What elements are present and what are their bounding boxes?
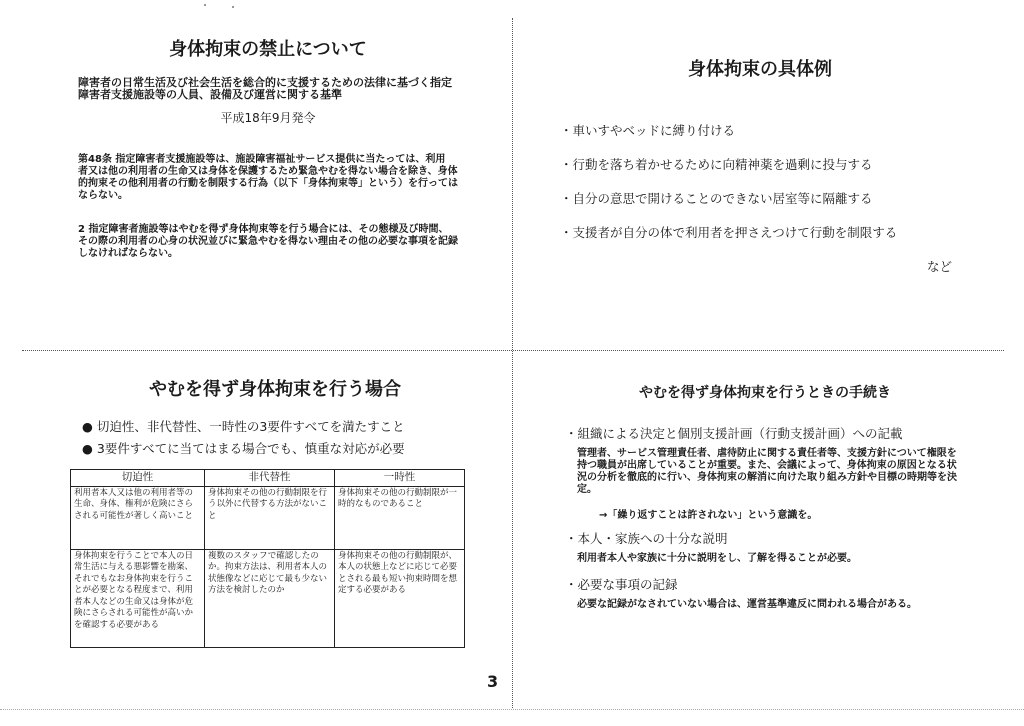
panel-prohibition: [78, 35, 458, 282]
table-cell: 身体拘束を行うことで本人の日常生活に与える悪影響を勘案、それでもなお身体拘束を行うことが必要となる程度まで、利用者本人などの生命又は身体が危険にさらされる可能性が高いかを確認する必要がある: [71, 549, 205, 647]
panel-title: 身体拘束の禁止について: [169, 39, 367, 60]
table-cell: 身体拘束その他の行動制限が一時的なものであること: [334, 486, 464, 549]
vertical-divider: [512, 18, 513, 708]
horizontal-divider: [22, 350, 1004, 351]
scan-speck: [232, 6, 234, 8]
column-header: 一時性: [334, 470, 464, 487]
table-cell: 身体拘束その他の行動制限を行う以外に代替する方法がないこと: [204, 486, 334, 549]
issue-date: 平成18年9月発令: [220, 111, 316, 125]
column-header: 非代替性: [204, 470, 334, 487]
panel-procedures: [565, 382, 965, 621]
panel-title: やむを得ず身体拘束を行う場合: [149, 379, 401, 400]
page-number: 3: [487, 672, 499, 691]
panel-title: 身体拘束の具体例: [688, 59, 832, 80]
examples-list: [560, 121, 960, 241]
requirements-table: [70, 469, 465, 648]
procedure-heading: ・組織による決定と個別支援計画（行動支援計画）への記載: [565, 426, 903, 441]
procedure-heading: ・本人・家族への十分な説明: [565, 531, 728, 546]
procedure-note: →「繰り返すことは許されない」という意識を。: [599, 510, 818, 521]
scan-speck: [204, 4, 206, 6]
column-header: 切迫性: [71, 470, 205, 487]
list-item: ● 3要件すべてに当てはまる場合でも、慎重な対応が必要: [82, 441, 405, 456]
table-cell: 複数のスタッフで確認したのか。拘束方法は、利用者本人の状態像などに応じて最も少ない方法を検討したのか: [204, 549, 334, 647]
table-row: [71, 549, 465, 647]
list-item: ・行動を落ち着かせるために向精神薬を過剰に投与する: [560, 157, 873, 172]
list-item: ・自分の意思で開けることのできない居室等に隔離する: [560, 191, 873, 206]
panel-examples: [560, 55, 960, 275]
law-name: 障害者の日常生活及び社会生活を総合的に支援するための法律に基づく指定障害者支援施設等の人員、設備及び運営に関する基準: [78, 76, 452, 101]
article-48: 第48条 指定障害者支援施設等は、施設障害福祉サービス提供に当たっては、利用 者又は他の利用者の生命又は身体を保護するため緊急やむを得ない場合を除き、身体的拘束その他利用者の行動を制限する行為（以下「身体拘束等」という）を行ってはならない。: [78, 154, 458, 201]
list-item: ● 切迫性、非代替性、一時性の3要件すべてを満たすこと: [82, 419, 405, 434]
article-48-2: 2 指定障害者施設等はやむを得ず身体拘束等を行う場合には、その態様及び時間、その際の利用者の心身の状況並びに緊急やむを得ない理由その他の必要な事項を記録しなければならない。: [78, 224, 458, 259]
table-cell: 利用者本人又は他の利用者等の生命、身体、権利が危険にさらされる可能性が著しく高いこと: [71, 486, 205, 549]
table-row: [71, 486, 465, 549]
table-cell: 身体拘束その他の行動制限が、本人の状態上などに応じて必要とされる最も短い拘束時間を想定する必要がある: [334, 549, 464, 647]
panel-conditions: [70, 375, 480, 648]
conditions-list: [70, 417, 480, 457]
etc-label: など: [926, 259, 952, 274]
list-item: ・支援者が自分の体で利用者を押さえつけて行動を制限する: [560, 225, 898, 240]
panel-title: やむを得ず身体拘束を行うときの手続き: [639, 385, 891, 401]
procedure-body: 必要な記録がなされていない場合は、運営基準違反に問われる場合がある。: [577, 599, 917, 610]
procedure-heading: ・必要な事項の記録: [565, 577, 678, 592]
list-item: ・車いすやベッドに縛り付ける: [560, 123, 736, 138]
procedure-body: 利用者本人や家族に十分に説明をし、了解を得ることが必要。: [577, 553, 857, 564]
bottom-edge-line: [0, 709, 1024, 710]
table-header-row: [71, 470, 465, 487]
procedure-body: 管理者、サービス管理責任者、虐待防止に関する責任者等、支援方針について権限を持つ職員が出席していることが重要。また、会議によって、身体拘束の原因となる状況の分析を徹底的に行い、身体拘束の解消に向けた取り組み方針や目標の時期等を決定。: [577, 448, 957, 495]
